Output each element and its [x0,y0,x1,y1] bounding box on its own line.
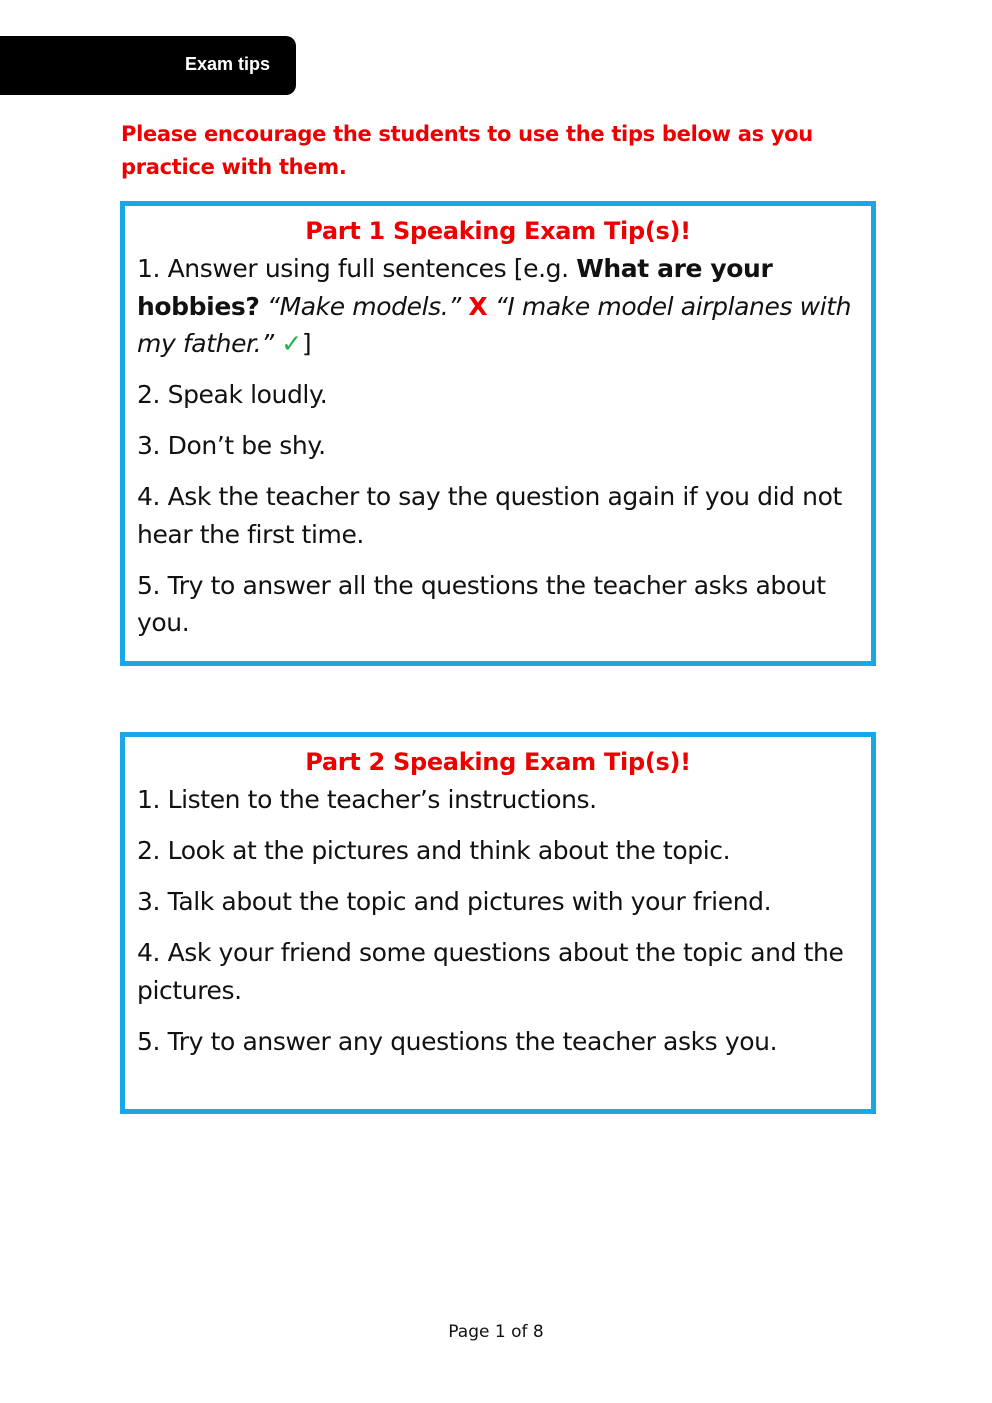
tip1-wrong-answer: “Make models.” [267,291,461,321]
tip1-prefix: 1. Answer using full sentences [e.g. [137,254,577,283]
check-icon: ✓ [281,329,302,358]
exam-tips-tab-label: Exam tips [185,54,271,74]
part2-tip-5: 5. Try to answer any questions the teacher asks you. [137,1026,778,1056]
tip1-right-answer: “I make model airplanes with my father.” [137,291,852,358]
part1-tip-2: 2. Speak loudly. [137,380,328,409]
exam-tips-tab [0,36,296,95]
intro-instruction: Please encourage the students to use the tips below as you practice with them. [121,122,813,179]
part2-tip-3: 3. Talk about the topic and pictures with your friend. [137,887,772,916]
part1-tip-4: 4. Ask the teacher to say the question again if you did not hear the first time. [137,482,842,549]
tip1-example-question: What are your hobbies? [137,254,773,321]
part1-tips-box [120,201,876,666]
part2-tip-1: 1. Listen to the teacher’s instructions. [137,785,597,814]
part2-tips-box [120,732,876,1114]
part1-tip-5: 5. Try to answer all the questions the teacher asks about you. [137,570,826,637]
part2-tip-2: 2. Look at the pictures and think about the topic. [137,836,731,865]
part2-tip-4: 4. Ask your friend some questions about the topic and the pictures. [137,938,844,1005]
part1-tip-3: 3. Don’t be shy. [137,431,326,460]
part1-tip-1 [137,250,859,363]
wrong-x-icon: X [468,291,488,321]
part1-title: Part 1 Speaking Exam Tip(s)! [305,217,691,245]
part2-title: Part 2 Speaking Exam Tip(s)! [305,748,691,776]
page-number: Page 1 of 8 [448,1322,544,1342]
tip1-suffix: ] [301,329,312,358]
